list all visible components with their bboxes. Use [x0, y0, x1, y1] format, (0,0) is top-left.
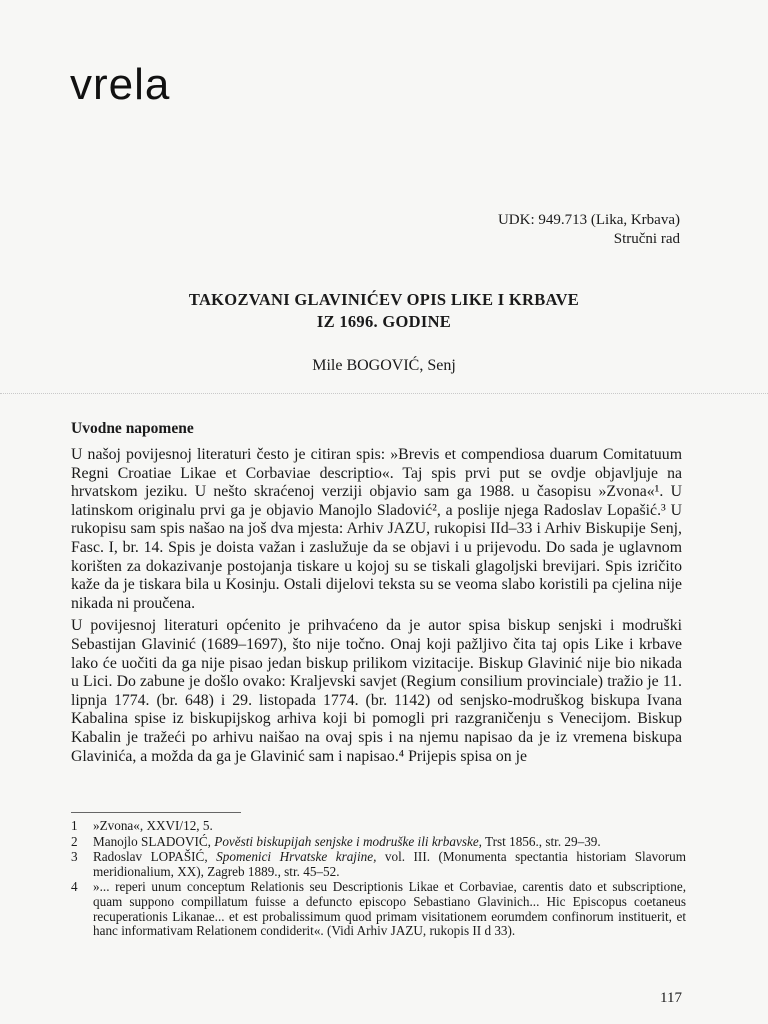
separator-line [0, 393, 768, 394]
footnote [71, 819, 686, 834]
footnotes [71, 819, 686, 940]
footnote-text: »Zvona«, XXVI/12, 5. [93, 818, 213, 833]
article-type: Stručni rad [613, 231, 680, 247]
footnote [71, 850, 686, 879]
footnote-details: Trst 1856., str. 29–39. [481, 833, 601, 849]
footnote [71, 880, 686, 938]
body-text [71, 446, 682, 770]
footnote-author: Radoslav LOPAŠIĆ, [93, 849, 217, 865]
paragraph-1: U našoj povijesnoj literaturi često je citiran spis: »Brevis et compendiosa duarum Comitatuum Regni Croatiae Likae et Corbaviae descriptio«. Taj spis prvi put se ovdje objavljuje na hrvatskom jeziku. U nešto skraćenoj verziji objavio sam ga 1988. u časopisu »Zvona«¹. U latinskom originalu prvi ga je objavio Manojlo Sladović², a poslije njega Radoslav Lopašić.³ U rukopisu sam spis našao na još dva mjesta: Arhiv JAZU, rukopisi IId–33 i Arhiv Biskupije Senj, Fasc. I, br. 14. Spis je doista važan i zaslužuje da se objavi i u prijevodu. Do sada je uglavnom korišten za dokazivanje postojanja tiskare u kojoj su se tiskali glagoljski brevijari. Spis izričito kaže da je tiskara bila u Kosinju. Ostali dijelovi teksta su se veoma slabo koristili pa cjelina nije nikada ni proučena. [71, 446, 682, 612]
footnote-details: vol. III. (Monumenta spectantia historiam Slavorum meridionalium, XX), Zagreb 1889., str. 45–52. [93, 849, 687, 879]
paragraph-2: U povijesnoj literaturi općenito je prihvaćeno da je autor spisa biskup senjski i modruški Sebastijan Glavinić (1689–1697), što nije točno. Onaj koji pažljivo čita taj opis Like i krbave lako će uočiti da ga nije pisao jedan biskup prilikom vizitacije. Biskup Glavinić nije bio nikada u Lici. Do zabune je došlo ovako: Kraljevski savjet (Regium consilium provinciale) tražio je 11. lipnja 1774. (br. 648) i 29. listopada 1774. (br. 1142) od senjsko-modruškog biskupa Ivana Kabalina spise iz biskupijskog arhiva koji bi pomogli pri razgraničenju s Venecijom. Biskup Kabalin je tražeći po arhivu naišao na ovaj spis i na njemu napisao da je iz vremena biskupa Glavinića, a možda da ga je Glavinić sam i napisao.⁴ Prijepis spisa on je [71, 617, 682, 765]
footnote-number: 1 [71, 818, 78, 833]
section-heading: Uvodne napomene [71, 420, 194, 437]
article-title [0, 289, 768, 333]
footnote-text [93, 850, 686, 879]
udk-code: UDK: 949.713 (Lika, Krbava) [497, 212, 680, 228]
author-line: Mile BOGOVIĆ, Senj [312, 357, 456, 374]
section-label: vrela [70, 60, 171, 109]
title-line-1: TAKOZVANI GLAVINIĆEV OPIS LIKE I KRBAVE [188, 290, 580, 309]
title-line-2: IZ 1696. GODINE [316, 312, 452, 331]
footnote-author: Manojlo SLADOVIĆ, [93, 833, 215, 849]
footnote-text [93, 835, 686, 850]
footnote-number: 3 [71, 849, 78, 865]
footnote-work-title: Pověsti biskupijah senjske i modruške ili krbavske, [214, 833, 482, 849]
footnote [71, 835, 686, 850]
footnote-separator [71, 812, 241, 813]
footnote-number: 4 [71, 879, 78, 895]
footnote-work-title: Spomenici Hrvatske krajine, [216, 849, 377, 865]
classification-block [498, 211, 680, 249]
footnote-number: 2 [71, 833, 78, 849]
page-number: 117 [660, 990, 682, 1006]
footnote-text: »... reperi unum conceptum Relationis seu Descriptionis Likae et Corbaviae, carentis dato et subscriptione, quam suppono compillatum fuisse a defuncto episcopo Sebastiano Glavinich... Hic Episcopus coetaneus recuperationis Likanae... et est probalissimum quod primam visitationem eorumdem confinorum instituerit, et hanc informativam Relationem condiderit«. (Vidi Arhiv JAZU, rukopis II d 33). [93, 879, 686, 939]
